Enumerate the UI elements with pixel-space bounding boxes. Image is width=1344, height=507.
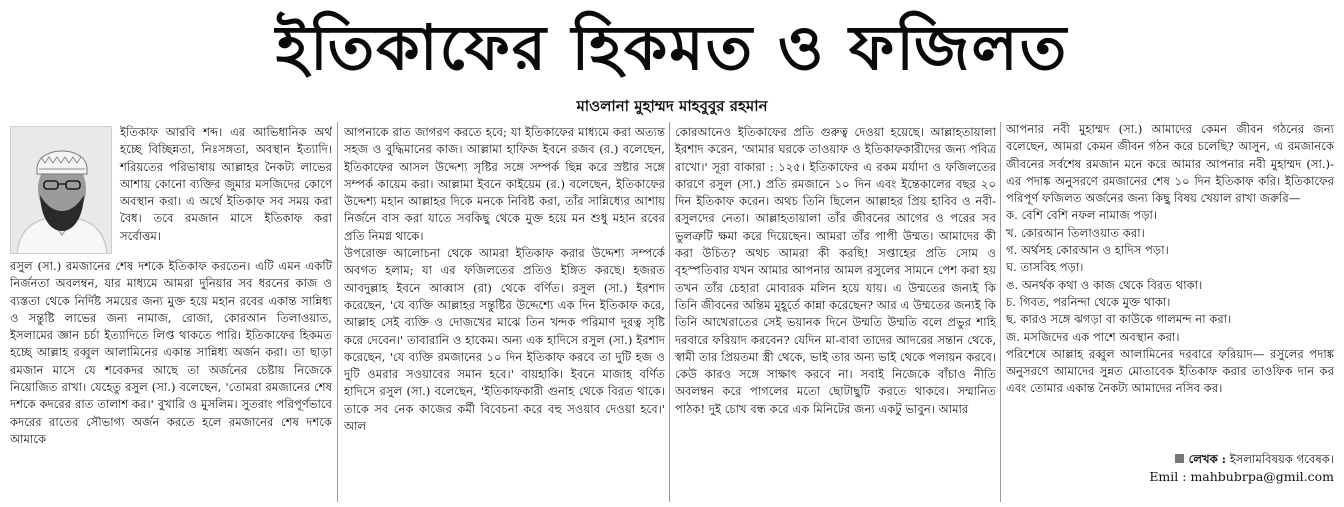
list-item: জ. মসজিদের এক পাশে অবস্থান করা। (1006, 329, 1180, 344)
author-email: Emil : mahbubrpa@gmil.com (1149, 469, 1334, 484)
list-item: ক. বেশি বেশি নফল নামাজ পড়া। (1006, 208, 1158, 223)
intro-paragraph: ইতিকাফ আরবি শব্দ। এর আভিধানিক অর্থ হচ্ছে বিচ্ছিন্নতা, নিঃসঙ্গতা, অবস্থান ইত্যাদি। শরিয়তের পরিভাষায় আল্লাহর নৈকট্য লাভের আশায় কোনো ব্যক্তির জুমার মসজিদের কোণে অবস্থান করা। এ অর্থে ইতিকাফ সব সময় করা বৈধ। তবে রমজান মাসে ইতিকাফ করা সর্বোত্তম। (120, 125, 332, 243)
author-byline: মাওলানা মুহাম্মদ মাহবুবুর রহমান (576, 97, 768, 115)
column-4 (1006, 121, 1334, 501)
list-item: ঘ. তাসবিহ পড়া। (1006, 260, 1084, 275)
article-headline: ইতিকাফের হিকমত ও ফজিলত (275, 11, 1069, 84)
author-credit (1006, 450, 1334, 468)
list-item: চ. গিবত, পরনিন্দা থেকে মুক্ত থাকা। (1006, 294, 1171, 309)
list-item: ঙ. অনর্থক কথা ও কাজ থেকে বিরত থাকা। (1006, 277, 1203, 292)
author-portrait-icon (11, 127, 112, 254)
column-2 (344, 124, 665, 504)
list-item: খ. কোরআন তিলাওয়াত করা। (1006, 225, 1145, 240)
author-photo (10, 126, 112, 254)
paragraph-3: কোরআনেও ইতিকাফের প্রতি গুরুত্ব দেওয়া হয়েছে। আল্লাহতায়ালা ইরশাদ করেন, 'আমার ঘরকে তাওয়াফ ও ইতিকাফকারীদের জন্য পবিত্র রাখো।' সূরা বাকারা : ১২৫। ইতিকাফের এ রকম মর্যাদা ও ফজিলতের কারণে রসুল (সা.) প্রতি রমজানে ১০ দিন এবং ইন্তেকালের বছর ২০ দিন ইতিকাফ করেন। অথচ তিনি ছিলেন আল্লাহর প্রিয় হাবিব ও নবী-রসুলদের নেতা। আল্লাহতায়ালা তাঁর জীবনের আগের ও পরের সব ভুলত্রুটি ক্ষমা করে দিয়েছেন। আমরা তাঁর পাপী উম্মত। আমাদের কী করা উচিত? অথচ আমরা কী করছি! সপ্তাহের প্রতি সোম ও বৃহস্পতিবার যখন আমার আপনার আমল রসুলের সামনে পেশ করা হয় তখন তাঁর চেহারা মোবারক মলিন হয়ে যায়। এ উম্মতের জন্যই কি তিনি জীবনের অন্তিম মুহূর্তে কান্না করেছেন? আর এ উম্মতের জন্যই কি তিনি আখেরাতের সেই ভয়ানক দিনে উম্মতি উম্মতি বলে প্রভুর শাহি দরবারে ফরিয়াদ করবেন? যেদিন মা-বাবা তাদের আদরের সন্তান থেকে, স্বামী তার প্রিয়তমা স্ত্রী থেকে, ভাই তার অন্য ভাই থেকে পলায়ন করবে। কেউ কারও সঙ্গে সাক্ষাৎ করবে না। সবাই নিজেকে বাঁচাও নীতি অবলম্বন করে পাগলের মতো ছোটাছুটি করতে থাকবে। সম্মানিত পাঠক! দুই চোখ বন্ধ করে এক মিনিটের জন্য একটু ভাবুন। আমার (675, 125, 996, 416)
column-divider (669, 122, 670, 502)
column-divider (1000, 122, 1001, 502)
paragraph-1-continued: রসুল (সা.) রমজানের শেষ দশকে ইতিকাফ করতেন। এটি এমন একটি নির্জনতা অবলম্বন, যার মাধ্যমে আমরা দুনিয়ার সব ধরনের কাজ ও ব্যস্ততা থেকে নির্দিষ্ট সময়ের জন্য মুক্ত হয়ে মহান রবের একান্ত সান্নিধ্য ও সন্তুষ্টি লাভের জন্য নামাজ, রোজা, কোরআন তিলাওয়াত, ইসলামের জ্ঞান চর্চা ইত্যাদিতে লিপ্ত থাকতে পারি। ইতিকাফের হিকমত হচ্ছে আল্লাহ রব্বুল আলামিনের একান্ত সান্নিধ্য অর্জন করা। তা ছাড়া রমজান মাসে যে শবেকদর আছে তা অর্জনের চেষ্টায় নিজেকে নিয়োজিত রাখা। যেহেতু রসুল (সা.) বলেছেন, 'তোমরা রমজানের শেষ দশকে কদরের রাত তালাশ কর।' বুখারি ও মুসলিম। সুতরাং পরিপূর্ণভাবে কদরের রাতের সৌভাগ্য অর্জন করতে হলে রমজানের শেষ দশকে আমাকে (10, 259, 332, 446)
author-label: লেখক : (1188, 452, 1227, 466)
square-bullet-icon (1175, 454, 1184, 463)
column-divider (337, 122, 338, 502)
paragraph-4b: পরিশেষে আল্লাহ রব্বুল আলামিনের দরবারে ফরিয়াদ— রসুলের পদাঙ্ক অনুসরণে আমাদের সুন্নত মোতাবেক ইতিকাফ করার তাওফিক দান কর এবং তোমার একান্ত নৈকট্য আমাদের নসিব কর। (1006, 346, 1334, 396)
list-item: ছ. কারও সঙ্গে ঝগড়া বা কাউকে গালমন্দ না করা। (1006, 312, 1232, 327)
paragraph-2b: উপরোক্ত আলোচনা থেকে আমরা ইতিকাফ করার উদ্দেশ্য সম্পর্কে অবগত হলাম; যা এর ফজিলতের প্রতিও ইঙ্গিত করছে। হজরত আবদুল্লাহ ইবনে আব্বাস (রা) থেকে বর্ণিত। রসুল (সা.) ইরশাদ করেছেন, 'যে ব্যক্তি আল্লাহর সন্তুষ্টির উদ্দেশ্যে এক দিন ইতিকাফ করে, আল্লাহ সেই ব্যক্তি ও দোজখের মাঝে তিন খন্দক পরিমাণ দূরত্ব সৃষ্টি করে দেবেন।' তাবারানি ও হাকেম। অন্য এক হাদিসে রসুল (সা.) ইরশাদ করেছেন, 'যে ব্যক্তি রমজানের ১০ দিন ইতিকাফ করবে তা দুটি হজ ও দুটি ওমরার সওয়াবের সমান হবে।' বায়হাকি। ইবনে মাজাহ বর্ণিত হাদিসে রসুল (সা.) বলেছেন, 'ইতিকাফকারী গুনাহ থেকে বিরত থাকে। তাকে সব নেক কাজের কর্মী বিবেচনা করে বহু সওয়াব দেওয়া হবে।' আল (344, 246, 665, 434)
column-1 (10, 124, 332, 504)
author-role: ইসলামবিষয়ক গবেষক। (1229, 452, 1334, 466)
list-item: গ. অর্থসহ কোরআন ও হাদিস পড়া। (1006, 243, 1169, 258)
paragraph-4a: আপনার নবী মুহাম্মদ (সা.) আমাদের কেমন জীবন গঠনের জন্য বলেছেন, আমরা কেমন জীবন গঠন করে চলেছি? আসুন, এ রমজানকে জীবনের সর্বশেষ রমজান মনে করে আমার আপনার নবী মুহাম্মদ (সা.)-এর পদাঙ্ক অনুসরণে রমজানের শেষ ১০ দিন ইতিকাফ করি। ইতিকাফের পরিপূর্ণ ফজিলত অর্জনের জন্য কিছু বিষয় খেয়াল রাখা জরুরি— (1006, 122, 1334, 206)
column-3 (675, 124, 996, 504)
paragraph-2a: আপনাকে রাত জাগরণ করতে হবে; যা ইতিকাফের মাধ্যমে করা অত্যন্ত সহজ ও বুদ্ধিমানের কাজ। আল্লামা হাফিজ ইবনে রজব (র.) বলেছেন, ইতিকাফের আসল উদ্দেশ্য সৃষ্টির সঙ্গে সম্পর্ক ছিন্ন করে স্রষ্টার সঙ্গে সম্পর্ক কায়েম করা। আল্লামা ইবনে কাইয়েম (র.) বলেছেন, ইতিকাফের উদ্দেশ্য মহান আল্লাহর দিকে মনকে নিবিষ্ট করা, তাঁর সান্নিধ্যের আশায় নির্জনে বাস করা যাতে সবকিছু থেকে মুক্ত হয়ে মন শুধু মহান রবের প্রতি নিমগ্ন থাকে। (344, 125, 665, 243)
